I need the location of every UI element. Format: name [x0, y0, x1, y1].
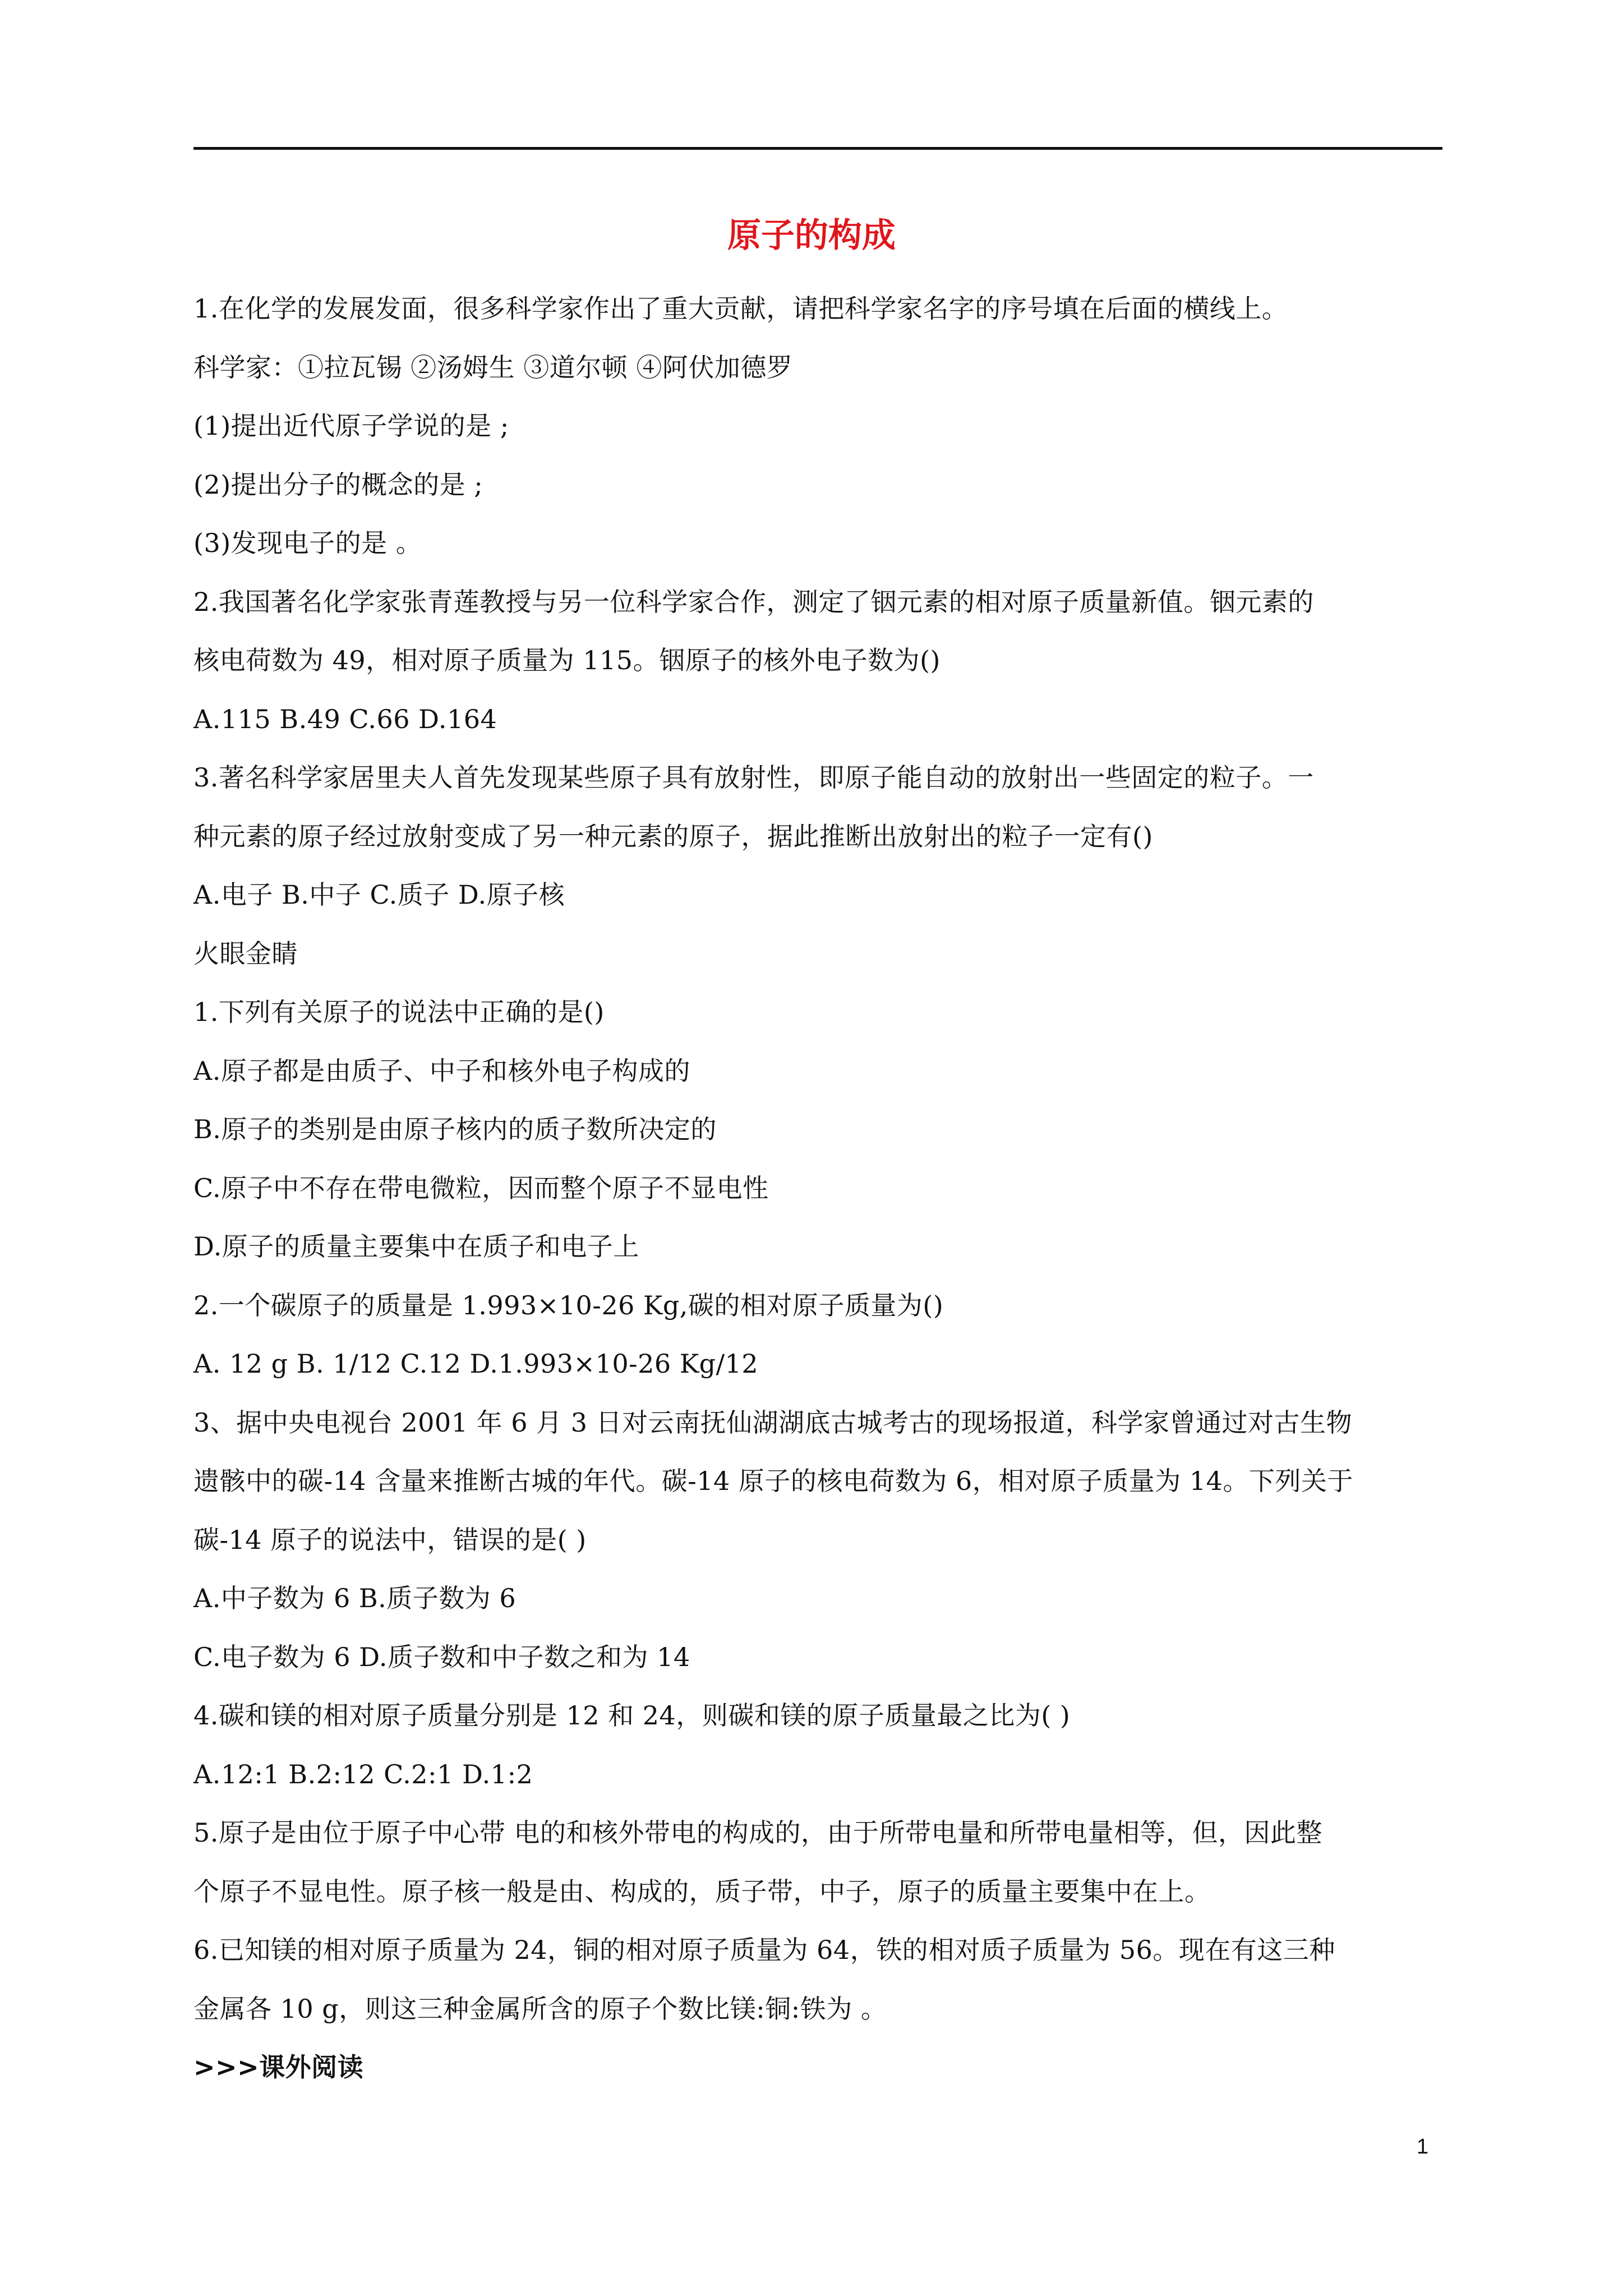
- text-line: A.电子 B.中子 C.质子 D.原子核: [193, 880, 565, 910]
- page-title: 原子的构成: [727, 216, 896, 255]
- text-line: 科学家：①拉瓦锡 ②汤姆生 ③道尔顿 ④阿伏加德罗: [193, 352, 793, 383]
- text-line: 6.已知镁的相对原子质量为 24，铜的相对原子质量为 64，铁的相对质子质量为 56。现在有这三种: [193, 1935, 1335, 1965]
- text-line: A.12:1 B.2:12 C.2:1 D.1:2: [193, 1759, 533, 1789]
- text-line: 2.我国著名化学家张青莲教授与另一位科学家合作，测定了铟元素的相对原子质量新值。铟元素的: [193, 586, 1314, 617]
- text-line: A.115 B.49 C.66 D.164: [193, 703, 497, 734]
- text-line: A.中子数为 6 B.质子数为 6: [193, 1583, 517, 1613]
- text-line: 3、据中央电视台 2001 年 6 月 3 日对云南抚仙湖湖底古城考古的现场报道，科学家曾通过对古生物: [193, 1407, 1353, 1438]
- text-line: (2)提出分子的概念的是 ;: [193, 469, 483, 500]
- text-line: (1)提出近代原子学说的是 ;: [193, 411, 509, 441]
- text-line: A.原子都是由质子、中子和核外电子构成的: [193, 1055, 690, 1086]
- text-line: B.原子的类别是由原子核内的质子数所决定的: [193, 1114, 717, 1144]
- header-rule: [193, 147, 1442, 150]
- text-line: 1.下列有关原子的说法中正确的是(): [193, 997, 605, 1027]
- text-line: 1.在化学的发展发面，很多科学家作出了重大贡献，请把科学家名字的序号填在后面的横线上。: [193, 293, 1288, 324]
- text-line: (3)发现电子的是 。: [193, 528, 422, 558]
- text-line: 核电荷数为 49，相对原子质量为 115。铟原子的核外电子数为(): [193, 645, 940, 675]
- text-line: 碳-14 原子的说法中，错误的是( ): [193, 1524, 587, 1555]
- text-line: 遗骸中的碳-14 含量来推断古城的年代。碳-14 原子的核电荷数为 6，相对原子质量为 14。下列关于: [193, 1466, 1353, 1496]
- page-number: 1: [1417, 2135, 1429, 2159]
- extracurricular-reading-heading: >>>课外阅读: [193, 2052, 364, 2082]
- section-heading: 火眼金睛: [193, 938, 298, 969]
- text-line: A. 12 g B. 1/12 C.12 D.1.993×10-26 Kg/12: [193, 1349, 759, 1379]
- text-line: 3.著名科学家居里夫人首先发现某些原子具有放射性，即原子能自动的放射出一些固定的粒子。一: [193, 762, 1314, 793]
- text-line: 个原子不显电性。原子核一般是由、构成的，质子带，中子，原子的质量主要集中在上。: [193, 1876, 1211, 1907]
- text-line: C.原子中不存在带电微粒，因而整个原子不显电性: [193, 1172, 769, 1203]
- text-line: 5.原子是由位于原子中心带 电的和核外带电的构成的，由于所带电量和所带电量相等，但，因此整: [193, 1818, 1323, 1848]
- text-line: 种元素的原子经过放射变成了另一种元素的原子，据此推断出放射出的粒子一定有(): [193, 821, 1153, 852]
- text-line: 2.一个碳原子的质量是 1.993×10-26 Kg,碳的相对原子质量为(): [193, 1290, 944, 1320]
- text-line: 金属各 10 g，则这三种金属所含的原子个数比镁:铜:铁为 。: [193, 1993, 887, 2024]
- document-body: [193, 279, 1444, 2097]
- text-line: 4.碳和镁的相对原子质量分别是 12 和 24，则碳和镁的原子质量最之比为( ): [193, 1700, 1071, 1731]
- text-line: C.电子数为 6 D.质子数和中子数之和为 14: [193, 1641, 690, 1672]
- text-line: D.原子的质量主要集中在质子和电子上: [193, 1231, 639, 1262]
